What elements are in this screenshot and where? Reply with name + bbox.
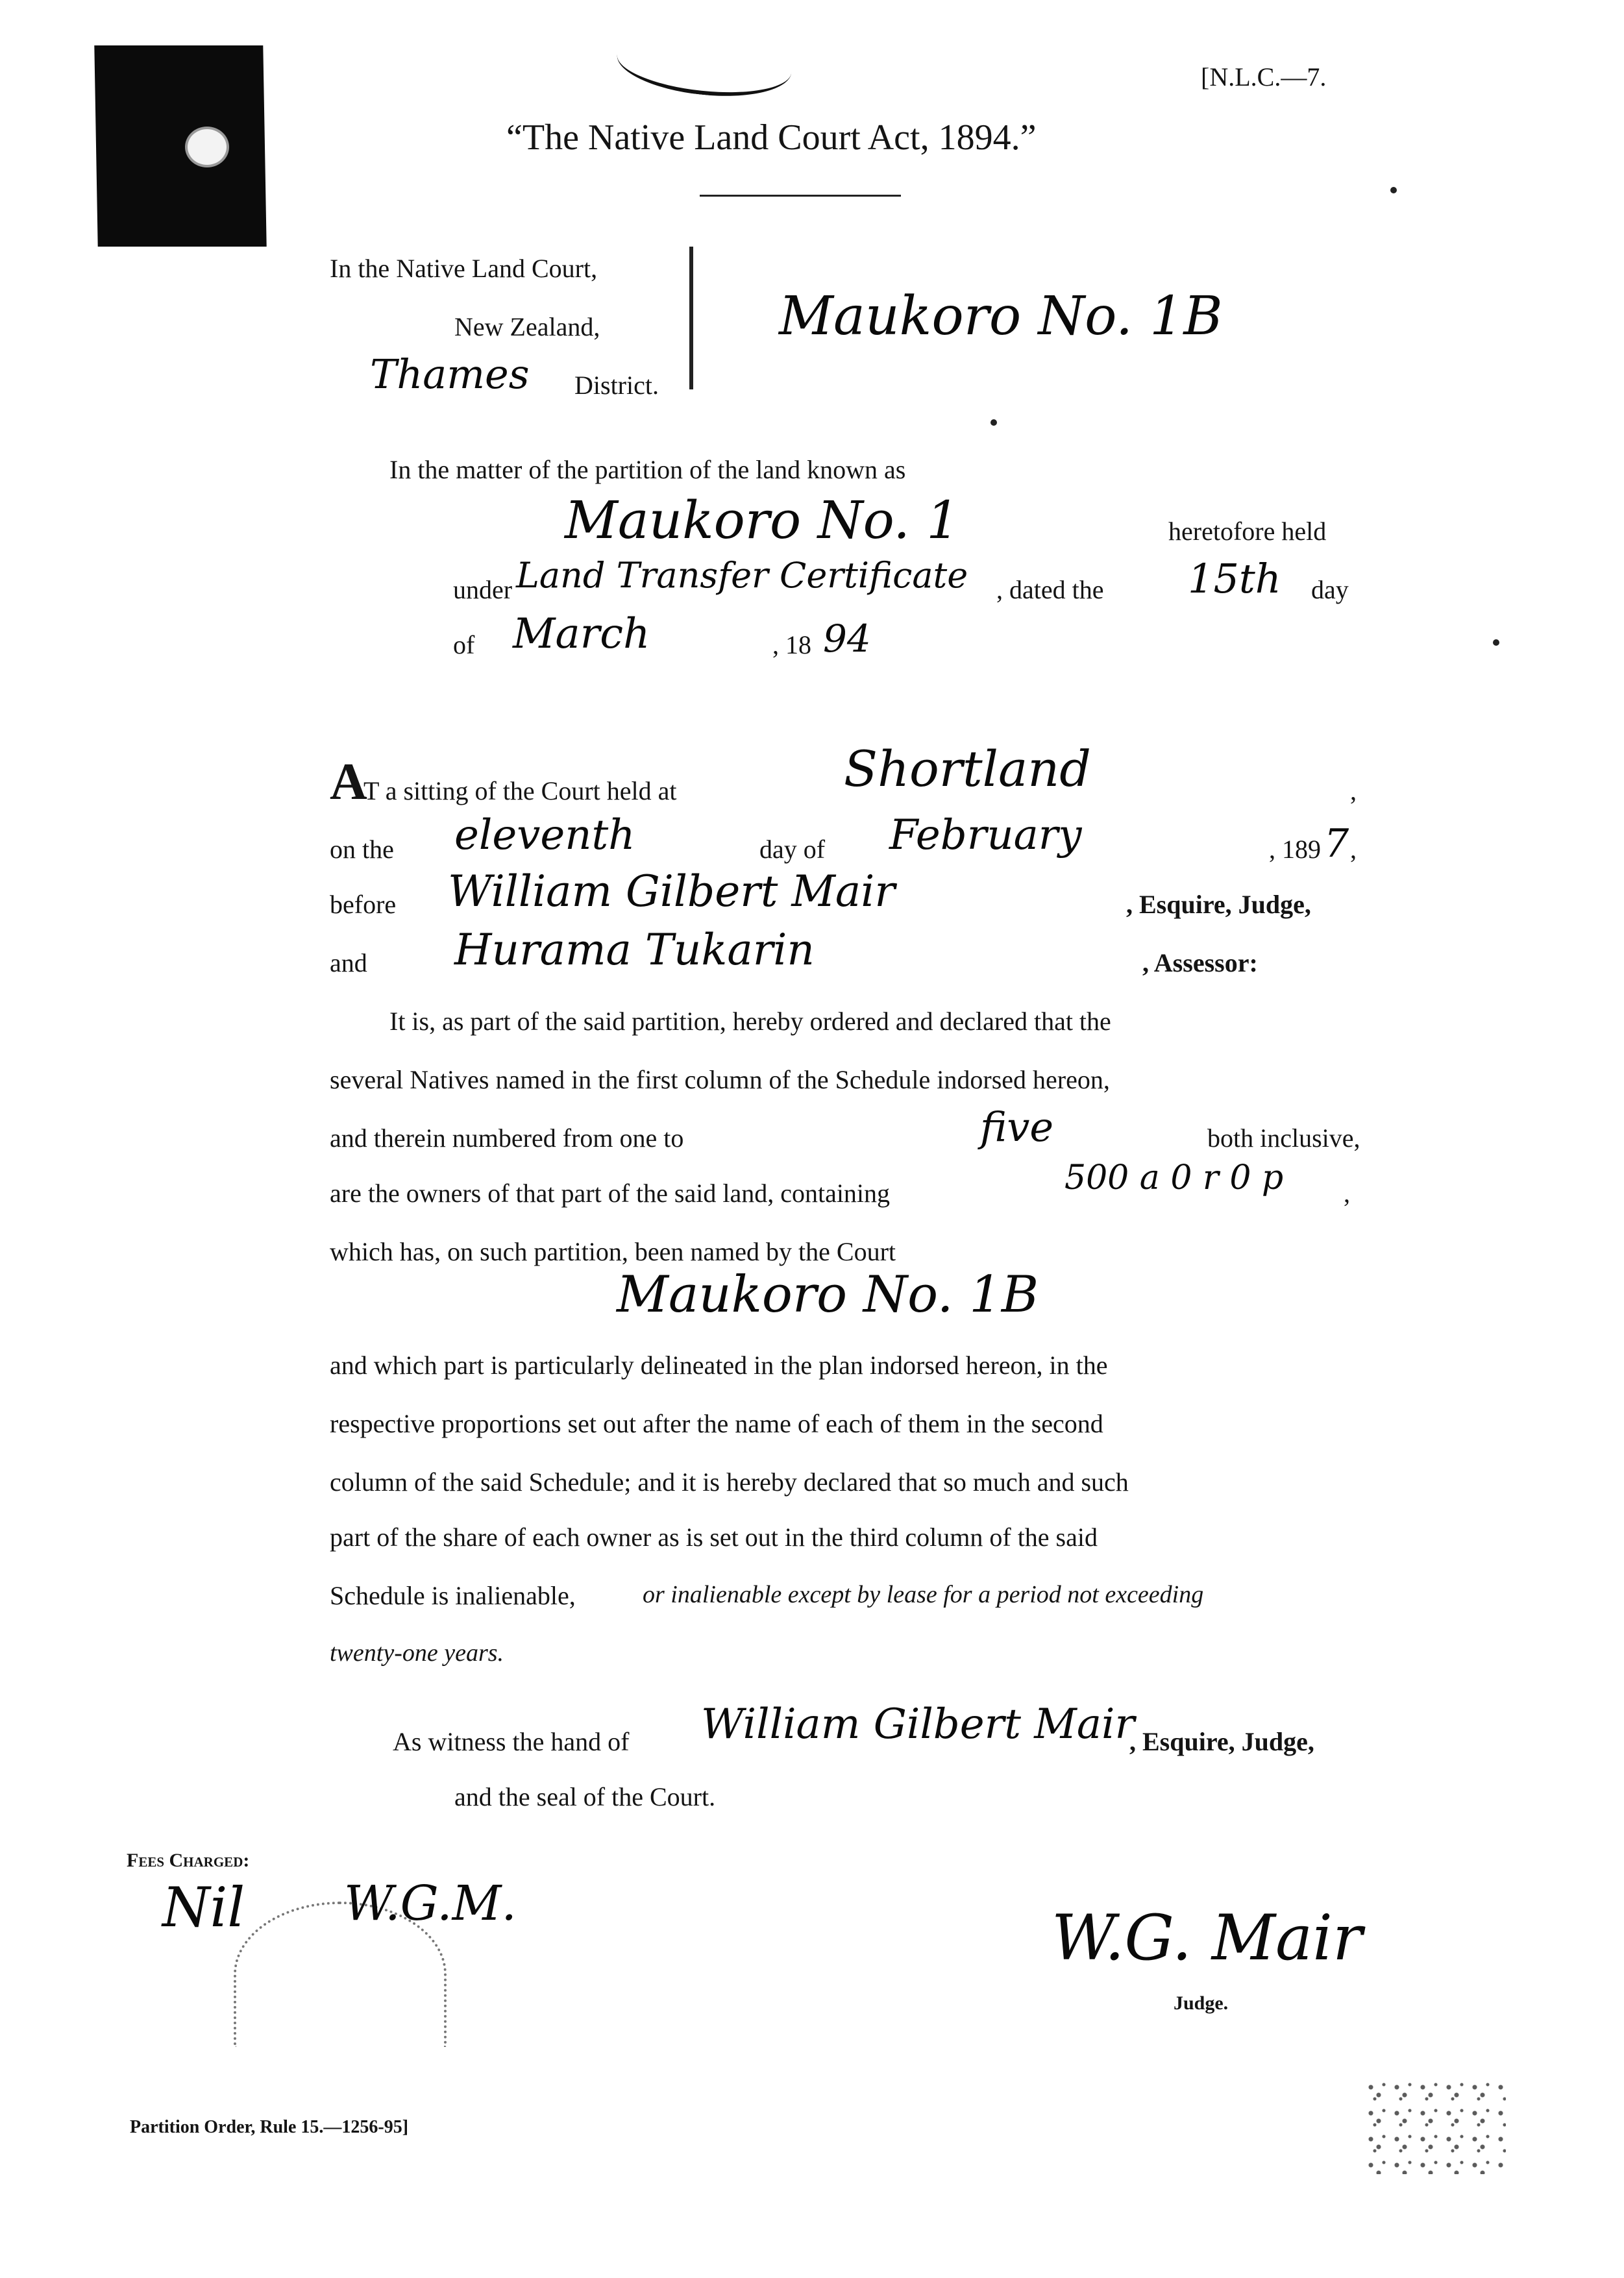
sitting-year: 7 <box>1324 821 1349 866</box>
cert-year-prefix: , 18 <box>772 630 811 659</box>
court-line-2: New Zealand, <box>454 312 600 341</box>
fees-label: Fees Charged: <box>127 1850 250 1871</box>
under-label: under <box>453 575 513 604</box>
body-line-9: part of the share of each owner as is set out in the third column of the said <box>330 1523 1098 1552</box>
sitting-comma: , <box>1350 776 1357 805</box>
cert-day: 15th <box>1188 555 1281 602</box>
day-of-label: day of <box>759 835 826 864</box>
scan-speck <box>990 419 997 426</box>
heretofore-label: heretofore held <box>1168 517 1327 546</box>
punch-hole <box>185 127 229 167</box>
sitting-month: February <box>889 811 1082 859</box>
land-area: 500 a 0 r 0 p <box>1064 1158 1284 1197</box>
before-label: before <box>330 890 397 919</box>
body-line-4b: , <box>1344 1179 1350 1208</box>
body-line-10b: or inalienable except by lease for a period not exceeding <box>643 1581 1204 1608</box>
body-line-6: and which part is particularly delineated in the plan indorsed hereon, in the <box>330 1351 1108 1380</box>
dated-label: , dated the <box>996 575 1104 604</box>
district-name: Thames <box>370 350 530 398</box>
witness-line-2: and the seal of the Court. <box>454 1782 716 1811</box>
body-line-4a: are the owners of that part of the said land, containing <box>330 1179 891 1208</box>
and-label: and <box>330 948 367 977</box>
sitting-year-comma: , <box>1350 835 1357 864</box>
body-line-8: column of the said Schedule; and it is hereby declared that so much and such <box>330 1467 1129 1497</box>
body-line-2: several Natives named in the first column of the Schedule indorsed hereon, <box>330 1065 1110 1094</box>
on-the-label: on the <box>330 835 394 864</box>
body-line-7: respective proportions set out after the name of each of them in the second <box>330 1409 1103 1438</box>
witness-line-1b: , Esquire, Judge, <box>1129 1727 1314 1756</box>
block-name: Maukoro No. 1B <box>779 286 1223 347</box>
form-reference: Partition Order, Rule 15.—1256-95] <box>130 2117 409 2137</box>
sitting-year-prefix: , 189 <box>1269 835 1321 864</box>
sitting-intro: T a sitting of the Court held at <box>363 776 677 805</box>
form-number: [N.L.C.—7. <box>1201 62 1327 92</box>
fees-value: Nil <box>162 1876 245 1939</box>
fees-initials: W.G.M. <box>344 1876 517 1931</box>
cert-year: 94 <box>823 617 871 661</box>
district-label: District. <box>574 371 659 400</box>
assessor-name: Hurama Tukarin <box>454 925 815 975</box>
body-line-1: It is, as part of the said partition, hereby ordered and declared that the <box>389 1007 1111 1036</box>
punch-hole-shadow <box>94 45 266 247</box>
new-block-name: Maukoro No. 1B <box>617 1266 1039 1324</box>
dropcap: A <box>330 753 367 811</box>
body-line-11: twenty-one years. <box>330 1639 504 1667</box>
body-line-3b: both inclusive, <box>1207 1123 1360 1153</box>
of-label: of <box>453 630 475 659</box>
judge-signature: W.G. Mair <box>1052 1902 1362 1974</box>
scan-speck <box>1493 639 1499 646</box>
act-title: “The Native Land Court Act, 1894.” <box>506 117 1037 158</box>
matter-intro: In the matter of the partition of the land known as <box>389 455 906 484</box>
witness-judge-name: William Gilbert Mair <box>701 1700 1135 1748</box>
certificate-type: Land Transfer Certificate <box>516 555 968 596</box>
top-handwritten-mark <box>614 23 795 104</box>
body-line-3a: and therein numbered from one to <box>330 1123 684 1153</box>
day-label: day <box>1311 575 1349 604</box>
sitting-place: Shortland <box>844 740 1091 798</box>
body-line-5: which has, on such partition, been named by the Court <box>330 1237 896 1266</box>
scan-speck <box>1390 187 1397 193</box>
cert-month: March <box>513 610 650 658</box>
scan-noise <box>1363 2077 1506 2174</box>
title-rule <box>700 195 901 197</box>
esquire-judge-label: , Esquire, Judge, <box>1126 890 1311 919</box>
body-line-10a: Schedule is inalienable, <box>330 1581 576 1610</box>
land-name: Maukoro No. 1 <box>565 490 960 550</box>
assessor-label: , Assessor: <box>1142 948 1258 977</box>
court-line-1: In the Native Land Court, <box>330 254 598 283</box>
witness-line-1a: As witness the hand of <box>393 1727 630 1756</box>
owner-count: five <box>980 1103 1054 1151</box>
sitting-day: eleventh <box>454 811 635 859</box>
court-brace <box>689 247 693 389</box>
signature-label: Judge. <box>1174 1992 1229 2014</box>
judge-name: William Gilbert Mair <box>448 866 895 916</box>
